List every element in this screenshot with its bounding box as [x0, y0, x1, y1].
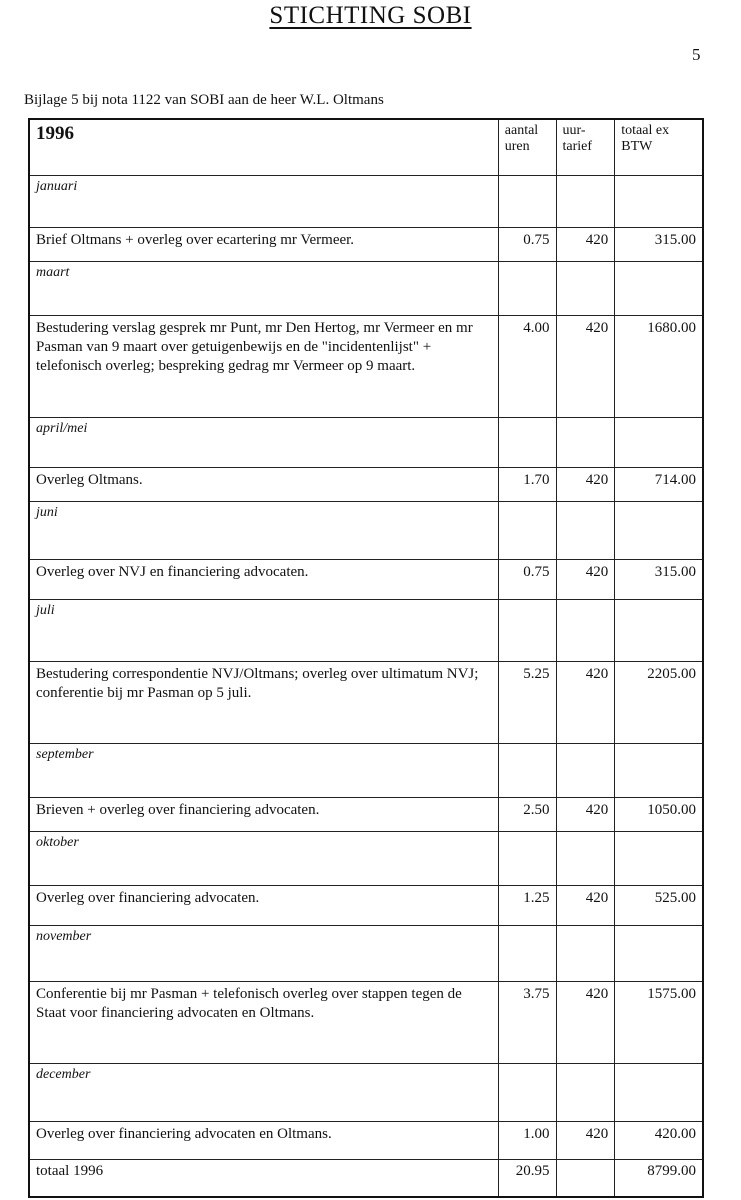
entry-row-juli [29, 661, 703, 743]
document-heading [0, 2, 741, 30]
entry-row-maart [29, 315, 703, 417]
month-row-januari [29, 175, 703, 227]
entry-description: Overleg over NVJ en financiering advocaten. [29, 559, 498, 599]
entry-row-oktober [29, 885, 703, 925]
entry-total: 525.00 [615, 885, 703, 925]
month-row-juli [29, 599, 703, 661]
annex-caption: Bijlage 5 bij nota 1122 van SOBI aan de heer W.L. Oltmans [24, 92, 384, 108]
year-header: 1996 [29, 119, 498, 175]
entry-total: 2205.00 [615, 661, 703, 743]
month-label: september [29, 743, 498, 797]
entry-row-september [29, 797, 703, 831]
month-label: maart [29, 261, 498, 315]
entry-hours: 0.75 [498, 559, 556, 599]
hours-table [28, 118, 704, 1198]
month-row-april-mei [29, 417, 703, 467]
entry-rate: 420 [556, 981, 615, 1063]
entry-total: 315.00 [615, 559, 703, 599]
heading-text: STICHTING SOBI [269, 2, 472, 29]
entry-hours: 5.25 [498, 661, 556, 743]
rate-column-header: uur-tarief [556, 119, 615, 175]
month-label: januari [29, 175, 498, 227]
page-number: 5 [692, 45, 701, 64]
entry-hours: 1.25 [498, 885, 556, 925]
month-label: juli [29, 599, 498, 661]
entry-hours: 2.50 [498, 797, 556, 831]
month-row-maart [29, 261, 703, 315]
entry-total: 1575.00 [615, 981, 703, 1063]
month-label: november [29, 925, 498, 981]
entry-rate: 420 [556, 661, 615, 743]
entry-rate: 420 [556, 1121, 615, 1159]
entry-rate: 420 [556, 227, 615, 261]
total-amount: 8799.00 [615, 1159, 703, 1197]
entry-total: 315.00 [615, 227, 703, 261]
month-label: december [29, 1063, 498, 1121]
entry-hours: 0.75 [498, 227, 556, 261]
entry-description: Brief Oltmans + overleg over ecartering mr Vermeer. [29, 227, 498, 261]
month-row-november [29, 925, 703, 981]
month-row-december [29, 1063, 703, 1121]
entry-row-april-mei [29, 467, 703, 501]
total-label: totaal 1996 [29, 1159, 498, 1197]
month-label: juni [29, 501, 498, 559]
month-label: oktober [29, 831, 498, 885]
entry-description: Overleg over financiering advocaten en Oltmans. [29, 1121, 498, 1159]
entry-hours: 4.00 [498, 315, 556, 417]
entry-total: 1050.00 [615, 797, 703, 831]
hours-column-header: aantal uren [498, 119, 556, 175]
month-label: april/mei [29, 417, 498, 467]
total-rate-empty [556, 1159, 615, 1197]
entry-rate: 420 [556, 559, 615, 599]
entry-row-januari [29, 227, 703, 261]
entry-row-november [29, 981, 703, 1063]
entry-hours: 3.75 [498, 981, 556, 1063]
entry-rate: 420 [556, 797, 615, 831]
entry-description: Bestudering correspondentie NVJ/Oltmans; overleg over ultimatum NVJ; conferentie bij mr Pasman op 5 juli. [29, 661, 498, 743]
entry-description: Bestudering verslag gesprek mr Punt, mr Den Hertog, mr Vermeer en mr Pasman van 9 maart over getuigenbewijs en de "incidentenlijst" + telefonisch overleg; bespreking gedrag mr Vermeer op 9 maart. [29, 315, 498, 417]
total-hours: 20.95 [498, 1159, 556, 1197]
table-header-row [29, 119, 703, 175]
entry-description: Brieven + overleg over financiering advocaten. [29, 797, 498, 831]
month-row-september [29, 743, 703, 797]
entry-rate: 420 [556, 315, 615, 417]
entry-rate: 420 [556, 467, 615, 501]
entry-total: 1680.00 [615, 315, 703, 417]
total-row [29, 1159, 703, 1197]
entry-description: Conferentie bij mr Pasman + telefonisch overleg over stappen tegen de Staat voor financiering advocaten en Oltmans. [29, 981, 498, 1063]
entry-row-juni [29, 559, 703, 599]
entry-row-december [29, 1121, 703, 1159]
total-column-header: totaal ex BTW [615, 119, 703, 175]
entry-description: Overleg over financiering advocaten. [29, 885, 498, 925]
entry-rate: 420 [556, 885, 615, 925]
entry-hours: 1.00 [498, 1121, 556, 1159]
entry-total: 420.00 [615, 1121, 703, 1159]
entry-hours: 1.70 [498, 467, 556, 501]
entry-total: 714.00 [615, 467, 703, 501]
month-row-oktober [29, 831, 703, 885]
entry-description: Overleg Oltmans. [29, 467, 498, 501]
month-row-juni [29, 501, 703, 559]
